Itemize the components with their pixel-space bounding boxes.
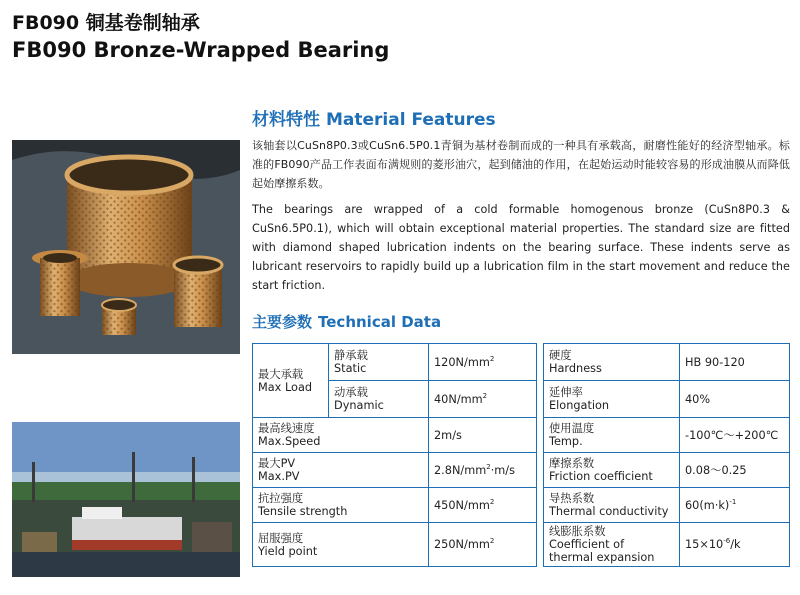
temp-cn: 使用温度 [549, 422, 595, 435]
port-photo [12, 422, 240, 577]
dynamic-exp: 2 [482, 391, 488, 400]
thermal-cn: 导热系数 [549, 492, 595, 505]
hardness-en: Hardness [549, 362, 602, 375]
table-row [253, 344, 790, 381]
dynamic-value [429, 381, 537, 418]
column-gap [537, 344, 544, 381]
thermal-label [544, 488, 680, 523]
dynamic-en: Dynamic [334, 399, 384, 412]
temp-value: -100℃～+200℃ [680, 418, 790, 453]
max-load-cn: 最大承载 [258, 367, 304, 381]
column-gap [537, 523, 544, 567]
tensile-en: Tensile strength [258, 505, 348, 518]
expansion-value-post: /k [730, 538, 741, 551]
expansion-label [544, 523, 680, 567]
thermal-exp: -1 [729, 497, 737, 506]
hardness-label [544, 344, 680, 381]
technical-data-table [252, 343, 790, 567]
tensile-label [253, 488, 429, 523]
thermal-value [680, 488, 790, 523]
tensile-value [429, 488, 537, 523]
column-gap [537, 453, 544, 488]
bearing-photo [12, 140, 240, 354]
table-row [253, 523, 790, 567]
technical-heading-cn: 主要参数 [252, 313, 313, 331]
max-load-en: Max Load [258, 380, 313, 394]
elongation-en: Elongation [549, 399, 610, 412]
max-speed-en: Max.Speed [258, 435, 321, 448]
yield-exp: 2 [489, 537, 495, 546]
title-cn: FB090 铜基卷制轴承 [12, 12, 200, 34]
max-pv-value-pre: 2.8N/mm [434, 463, 487, 477]
bronze-bearings-image [12, 140, 240, 354]
ship-port-image [12, 422, 240, 577]
friction-label [544, 453, 680, 488]
expansion-en2: thermal expansion [549, 551, 655, 564]
column-gap [537, 488, 544, 523]
elongation-value: 40% [680, 381, 790, 418]
yield-value-text: 250N/mm [434, 538, 490, 551]
column-gap [537, 418, 544, 453]
column-gap [537, 381, 544, 418]
max-pv-cn: 最大PV [258, 457, 296, 470]
friction-cn: 摩擦系数 [549, 457, 595, 470]
yield-cn: 屈服强度 [258, 531, 304, 545]
table-row [253, 418, 790, 453]
max-pv-exp: 2 [486, 462, 491, 471]
elongation-cn: 延伸率 [549, 386, 583, 399]
static-value [429, 344, 537, 381]
dynamic-value-text: 40N/mm [434, 392, 483, 406]
material-text-cn: 该轴套以CuSn8P0.3或CuSn6.5P0.1青铜为基材卷制而成的一种具有承载高，耐磨性能好的经济型轴承。标准的FB090产品工作表面布满规则的菱形油穴，起到储油的作用，在起始运动时能较容易的形成油膜从而降低起始摩擦系数。 [252, 139, 790, 190]
expansion-value [680, 523, 790, 567]
friction-value: 0.08～0.25 [680, 453, 790, 488]
hardness-value: HB 90-120 [680, 344, 790, 381]
table-row [253, 488, 790, 523]
temp-label [544, 418, 680, 453]
expansion-cn: 线膨胀系数 [549, 525, 606, 538]
thermal-en: Thermal conductivity [549, 505, 669, 518]
yield-label [253, 523, 429, 567]
static-label [329, 344, 429, 381]
max-speed-value: 2m/s [429, 418, 537, 453]
max-load-label [253, 344, 329, 418]
elongation-label [544, 381, 680, 418]
dynamic-cn: 动承载 [334, 386, 368, 399]
tensile-exp: 2 [489, 497, 495, 506]
temp-en: Temp. [549, 435, 583, 448]
technical-data-heading [252, 311, 441, 332]
yield-value [429, 523, 537, 567]
table-row [253, 381, 790, 418]
static-exp: 2 [489, 354, 495, 363]
dynamic-label [329, 381, 429, 418]
max-speed-cn: 最高线速度 [258, 422, 315, 435]
material-heading-en: Material Features [326, 110, 496, 130]
table-row [253, 453, 790, 488]
material-features-heading [252, 105, 496, 130]
expansion-value-text: 15×10 [685, 538, 724, 551]
material-text-en: The bearings are wrapped of a cold formable homogenous bronze (CuSn8P0.3 & CuSn6.5P0.1), which will obtain exceptional material properties. The standard size are fitted with diamond shaped lubrication indents on the bearing surface. These indents serve as lubricant reservoirs to rapidly build up a lubrication film in the start movement and reduce the start friction. [252, 203, 790, 292]
yield-en: Yield point [258, 544, 318, 558]
thermal-value-text: 60(m·k) [685, 498, 730, 512]
technical-heading-en: Technical Data [318, 313, 442, 331]
static-value-text: 120N/mm [434, 355, 490, 369]
expansion-en1: Coefficient of [549, 538, 625, 551]
expansion-exp: -6 [723, 537, 731, 546]
friction-en: Friction coefficient [549, 470, 653, 483]
static-en: Static [334, 362, 367, 375]
material-heading-cn: 材料特性 [252, 110, 320, 130]
hardness-cn: 硬度 [549, 349, 572, 362]
tensile-value-text: 450N/mm [434, 498, 490, 512]
max-speed-label [253, 418, 429, 453]
max-pv-label [253, 453, 429, 488]
max-pv-en: Max.PV [258, 470, 300, 483]
static-cn: 静承载 [334, 349, 368, 362]
tensile-cn: 抗拉强度 [258, 492, 304, 505]
title-en: FB090 Bronze-Wrapped Bearing [12, 38, 390, 62]
max-pv-value [429, 453, 537, 488]
max-pv-value-post: ·m/s [490, 463, 515, 477]
